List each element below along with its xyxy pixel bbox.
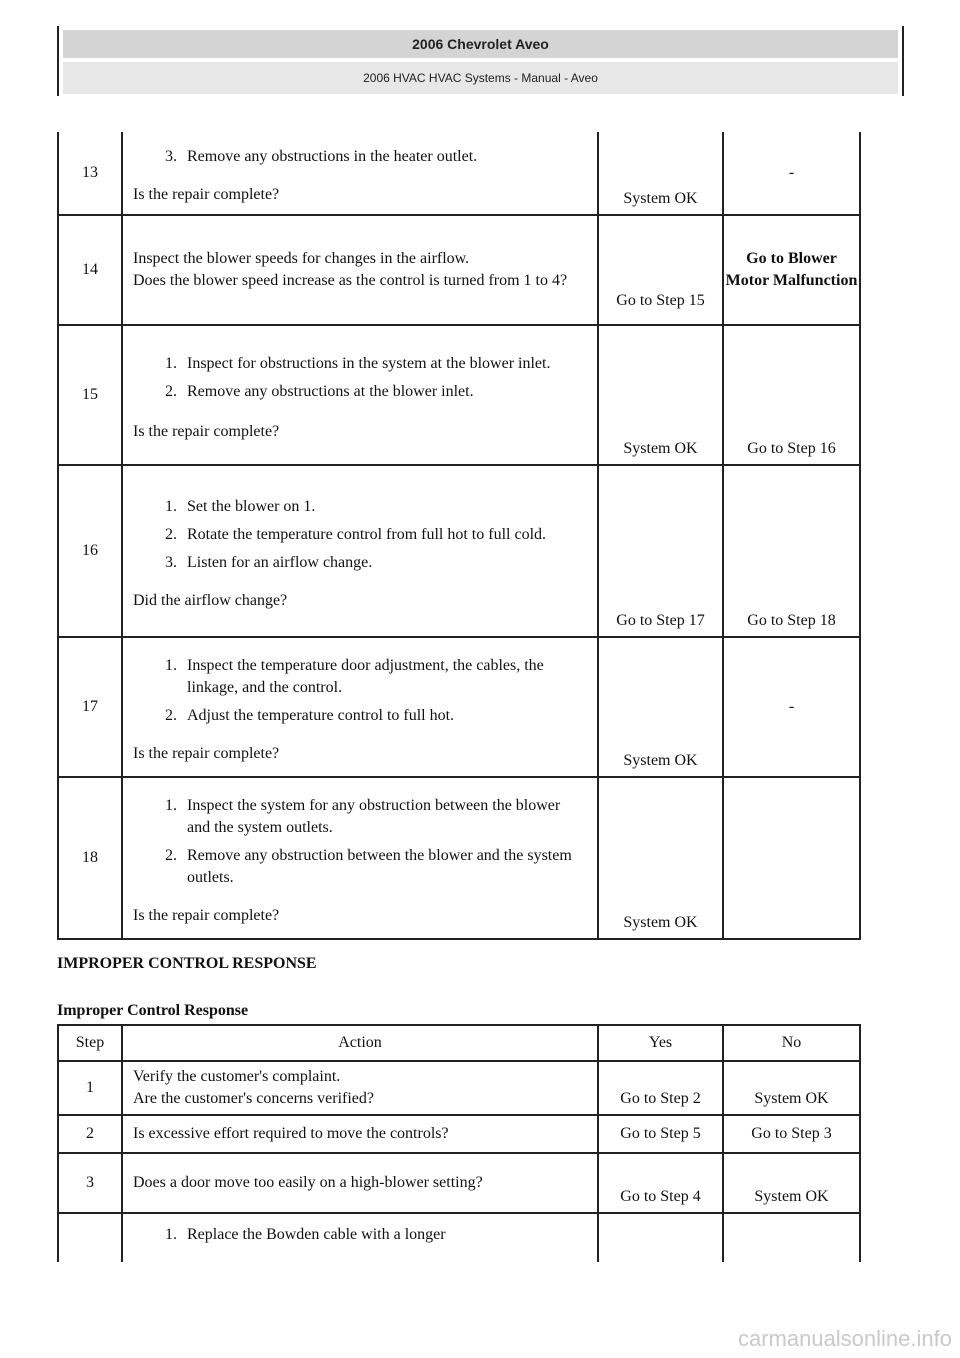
action-question: Does the blower speed increase as the control is turned from 1 to 4? [133,272,568,289]
no-cell: - [723,637,860,777]
action-item: 3. Listen for an airflow change. [181,552,587,574]
action-cell [122,1115,598,1153]
action-item: 3. Remove any obstructions in the heater outlet. [181,146,587,168]
action-question: Did the airflow change? [133,592,288,609]
yes-cell: Go to Step 4 [598,1153,723,1213]
action-cell [122,465,598,637]
no-cell [723,777,860,939]
watermark: carmanualsonline.info [737,1326,952,1351]
action-item: 2. Rotate the temperature control from full hot to full cold. [181,524,587,546]
table-row [58,215,860,325]
table-row [58,777,860,939]
no-cell: System OK [723,1061,860,1115]
action-cell [122,215,598,325]
step-cell: 13 [58,132,122,215]
action-item: 1. Inspect the temperature door adjustment, the cables, the linkage, and the control. [181,655,587,699]
table-row [58,1213,860,1262]
table-row [58,1061,860,1115]
action-item: 2. Remove any obstruction between the blower and the system outlets. [181,845,587,889]
diagnostic-table-continued [57,132,861,940]
step-cell: 1 [58,1061,122,1115]
table-header-row [58,1025,860,1061]
page-header [57,26,904,96]
step-cell [58,1213,122,1262]
table-row [58,637,860,777]
step-cell: 18 [58,777,122,939]
no-cell: Go to Step 18 [723,465,860,637]
yes-cell: Go to Step 15 [598,215,723,325]
action-text: Verify the customer's complaint. [133,1068,341,1085]
table-title: Improper Control Response [57,1002,249,1019]
no-cell: Go to Blower Motor Malfunction [723,215,860,325]
action-item: 1. Replace the Bowden cable with a longer [181,1224,587,1246]
yes-cell [598,1213,723,1262]
action-question: Are the customer's concerns verified? [133,1090,374,1107]
action-question: Is the repair complete? [133,186,280,203]
no-cell: - [723,132,860,215]
header-subtitle: 2006 HVAC HVAC Systems - Manual - Aveo [63,62,898,94]
action-item: 1. Inspect for obstructions in the system at the blower inlet. [181,353,587,375]
action-item: 1. Inspect the system for any obstruction between the blower and the system outlets. [181,795,587,839]
yes-cell: System OK [598,777,723,939]
no-cell: Go to Step 3 [723,1115,860,1153]
header-no: No [723,1025,860,1061]
action-item: 1. Set the blower on 1. [181,496,587,518]
yes-cell: Go to Step 5 [598,1115,723,1153]
yes-cell: Go to Step 2 [598,1061,723,1115]
yes-cell: System OK [598,132,723,215]
action-question: Is excessive effort required to move the controls? [133,1125,449,1142]
action-question: Is the repair complete? [133,745,280,762]
step-cell: 15 [58,325,122,465]
header-action: Action [122,1025,598,1061]
action-cell [122,1153,598,1213]
action-question: Is the repair complete? [133,907,280,924]
section-title: IMPROPER CONTROL RESPONSE [57,955,317,972]
step-cell: 2 [58,1115,122,1153]
action-cell [122,325,598,465]
action-cell [122,637,598,777]
header-step: Step [58,1025,122,1061]
table-row [58,325,860,465]
step-cell: 3 [58,1153,122,1213]
action-cell [122,132,598,215]
table-row [58,1153,860,1213]
header-title: 2006 Chevrolet Aveo [63,30,898,58]
action-question: Is the repair complete? [133,423,280,440]
action-text: Inspect the blower speeds for changes in the airflow. [133,250,470,267]
action-item: 2. Adjust the temperature control to full hot. [181,705,587,727]
step-cell: 17 [58,637,122,777]
step-cell: 14 [58,215,122,325]
no-cell: System OK [723,1153,860,1213]
no-cell [723,1213,860,1262]
header-left-rule [57,26,59,96]
step-cell: 16 [58,465,122,637]
action-cell [122,777,598,939]
no-cell: Go to Step 16 [723,325,860,465]
action-cell [122,1213,598,1262]
action-item: 2. Remove any obstructions at the blower inlet. [181,381,587,403]
yes-cell: System OK [598,325,723,465]
improper-control-response-table [57,1024,861,1262]
header-right-rule [902,26,904,96]
action-cell [122,1061,598,1115]
action-question: Does a door move too easily on a high-blower setting? [133,1174,483,1191]
yes-cell: Go to Step 17 [598,465,723,637]
header-yes: Yes [598,1025,723,1061]
table-row [58,132,860,215]
yes-cell: System OK [598,637,723,777]
table-row [58,465,860,637]
table-row [58,1115,860,1153]
